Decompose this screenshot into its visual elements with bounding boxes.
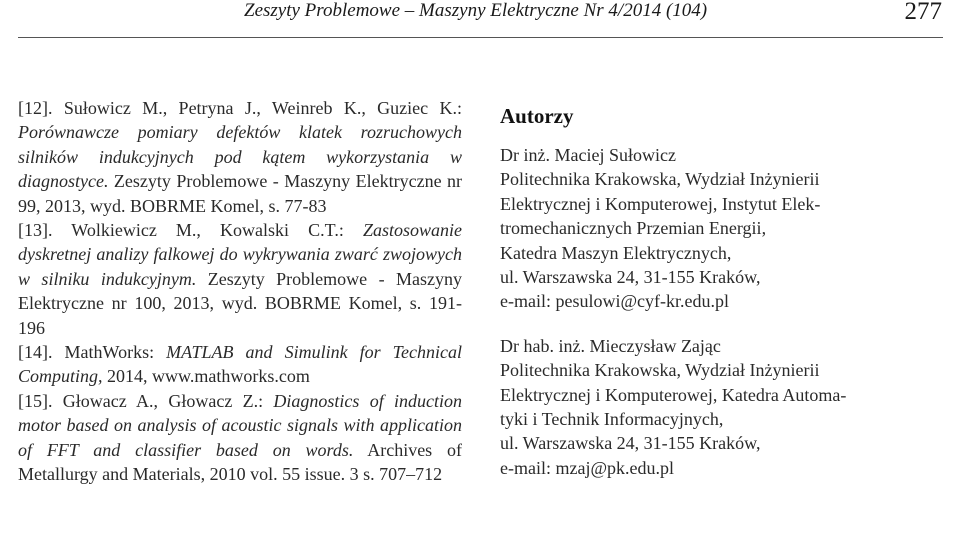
- page-header: [0, 0, 960, 36]
- author-department: Katedra Maszyn Elektrycznych,: [500, 242, 732, 263]
- reference-title: Porównawcze pomiary defektów klatek rozruchowych silników indukcyjnych pod kątem wykorzystania w diagnostyce.: [18, 122, 462, 192]
- journal-title: Zeszyty Problemowe – Maszyny Elektryczne Nr 4/2014 (104): [244, 0, 708, 21]
- reference-lead: [14]. MathWorks:: [18, 342, 167, 363]
- reference-lead: [13]. Wolkiewicz M., Kowalski C.T.:: [18, 220, 363, 241]
- author-affiliation: Elektrycznej i Komputerowej, Katedra Automa-: [500, 384, 847, 405]
- reference-tail: Archives of Metallurgy and Materials, 2010 vol. 55 issue. 3 s. 707–712: [18, 439, 462, 485]
- page-number: 277: [904, 0, 942, 25]
- reference-15: [18, 389, 462, 487]
- reference-lead: [15]. Głowacz A., Głowacz Z.:: [18, 390, 274, 411]
- reference-title: MATLAB and Simulink for Technical Computing,: [18, 342, 462, 387]
- reference-title: Diagnostics of induction motor based on analysis of acoustic signals with application of FFT and classifier based on words.: [18, 390, 462, 460]
- reference-tail: Zeszyty Problemowe - Maszyny Elektryczne nr 99, 2013, wyd. BOBRME Komel, s. 77-83: [18, 171, 462, 216]
- author-affiliation: tromechanicznych Przemian Energii,: [500, 218, 767, 239]
- author-affiliation: Politechnika Krakowska, Wydział Inżynierii: [500, 360, 820, 381]
- author-affiliation: Elektrycznej i Komputerowej, Instytut Elek-: [500, 193, 821, 214]
- author-name: Dr hab. inż. Mieczysław Zając: [500, 335, 721, 356]
- header-rule: [18, 37, 943, 38]
- author-name: Dr inż. Maciej Sułowicz: [500, 145, 676, 165]
- reference-title: Zastosowanie dyskretnej analizy falkowej do wykrywania zwarć zwojowych w silniku indukcyjnym.: [18, 220, 462, 289]
- author-spacer: [500, 314, 940, 334]
- author-block-zajac: [500, 334, 940, 480]
- reference-13: [18, 218, 462, 340]
- reference-14: [18, 340, 462, 389]
- author-address: ul. Warszawska 24, 31-155 Kraków,: [500, 433, 761, 454]
- authors-column: [500, 101, 940, 480]
- reference-tail: 2014, www.mathworks.com: [102, 366, 310, 387]
- reference-12: [18, 96, 462, 218]
- authors-heading: Autorzy: [500, 104, 574, 128]
- reference-lead: [12]. Sułowicz M., Petryna J., Weinreb K., Guziec K.:: [18, 98, 462, 118]
- author-email: e-mail: mzaj@pk.edu.pl: [500, 457, 675, 478]
- author-affiliation: Politechnika Krakowska, Wydział Inżynierii: [500, 169, 820, 190]
- author-department: tyki i Technik Informacyjnych,: [500, 409, 724, 430]
- author-email: e-mail: pesulowi@cyf-kr.edu.pl: [500, 291, 730, 312]
- reference-tail: Zeszyty Problemowe - Maszyny Elektryczne nr 100, 2013, wyd. BOBRME Komel, s. 191-196: [18, 268, 462, 338]
- author-address: ul. Warszawska 24, 31-155 Kraków,: [500, 267, 761, 288]
- author-block-sulowicz: [500, 143, 940, 314]
- references-column: [18, 96, 462, 487]
